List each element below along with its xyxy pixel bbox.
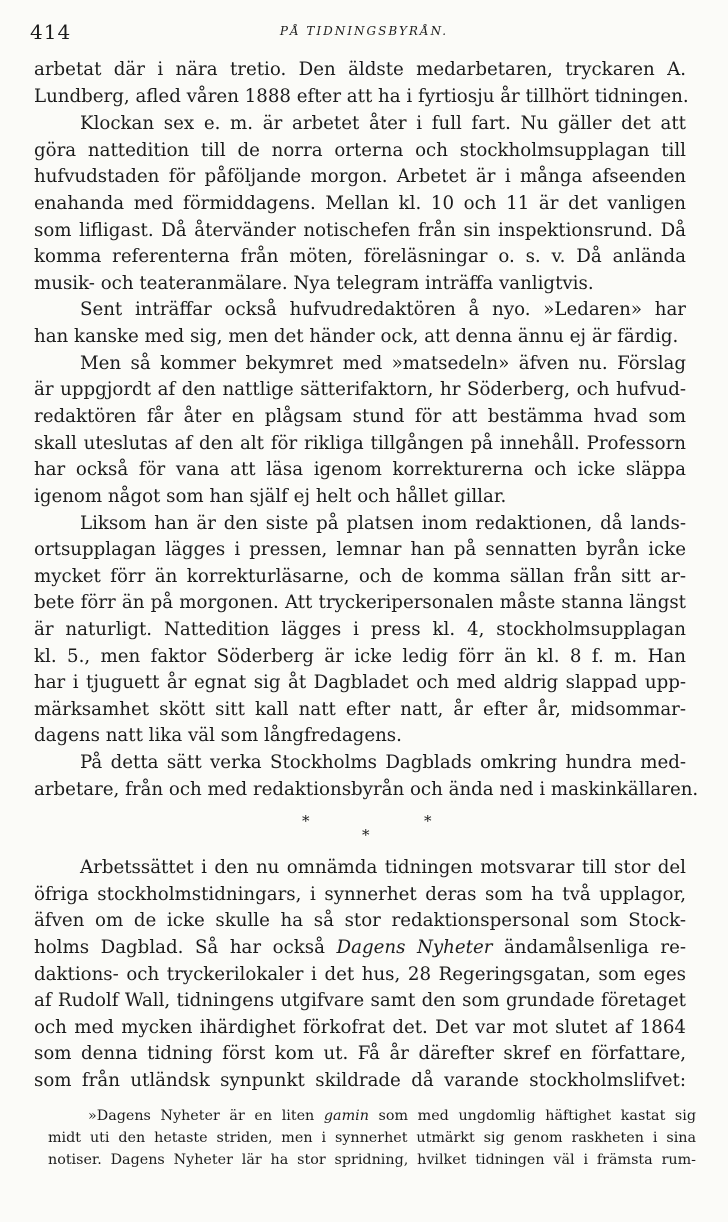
text-line: enahanda med förmiddagens. Mellan kl. 10 och 11 är det vanligen (34, 193, 686, 214)
text-line: är uppgjordt af den nattlige sätterifaktorn, hr Söderberg, och hufvud- (34, 379, 686, 400)
text-line: På detta sätt verka Stockholms Dagblads omkring hundra med- (80, 752, 686, 773)
text-line: mycket förr än korrekturläsarne, och de komma sällan från sitt ar- (34, 566, 686, 587)
text-line: musik- och teateranmälare. Nya telegram inträffa vanligtvis. (34, 273, 594, 294)
text-line (34, 936, 686, 960)
text-segment: ändamålsenliga re- (492, 937, 687, 958)
text-line: kl. 5., men faktor Söderberg är icke ledig förr än kl. 8 f. m. Han (34, 646, 686, 667)
text-line: ortsupplagan lägges i pressen, lemnar han på sennatten byrån icke (34, 539, 686, 560)
newspaper-title: Dagens Nyheter (336, 937, 493, 958)
text-line: äfven om de icke skulle ha så stor redaktionspersonal som Stock- (34, 910, 686, 931)
text-line: Klockan sex e. m. är arbetet åter i full fart. Nu gäller det att (80, 113, 686, 134)
text-segment: holms Dagblad. Så har också (34, 937, 337, 958)
text-line: har i tjuguett år egnat sig åt Dagbladet och med aldrig slappad upp- (34, 672, 686, 693)
text-line: göra nattedition till de norra orterna och stockholmsupplagan till (34, 140, 686, 161)
text-line: som denna tidning först kom ut. Få år därefter skref en författare, (34, 1043, 686, 1064)
text-line: komma referenterna från möten, föreläsningar o. s. v. Då anlända (34, 246, 686, 267)
text-line: som från utländsk synpunkt skildrade då varande stockholmslifvet: (34, 1070, 686, 1091)
text-line: som lifligast. Då återvänder notischefen från sin inspektionsrund. Då (34, 220, 686, 241)
text-line: Sent inträffar också hufvudredaktören å nyo. »Ledaren» har (80, 299, 686, 320)
text-line: arbetare, från och med redaktionsbyrån och ända ned i maskinkällaren. (34, 779, 699, 800)
separator-asterisk: * (362, 826, 370, 844)
text-line: arbetat där i nära tretio. Den äldste medarbetaren, tryckaren A. (34, 59, 686, 80)
page-header (30, 20, 698, 44)
text-line: har också för vana att läsa igenom korrekturerna och icke släppa (34, 459, 686, 480)
text-line: Arbetssättet i den nu omnämda tidningen motsvarar till stor del (80, 857, 686, 878)
text-line: daktions- och tryckerilokaler i det hus, 28 Regeringsgatan, som eges (34, 964, 686, 985)
separator-asterisk: * (424, 812, 432, 830)
text-line: han kanske med sig, men det händer ock, att denna ännu ej är färdig. (34, 326, 679, 347)
text-line: bete förr än på morgonen. Att tryckeripersonalen måste stanna längst (34, 592, 686, 613)
text-line: Liksom han är den siste på platsen inom redaktionen, då lands- (80, 513, 686, 534)
page-number: 414 (30, 20, 72, 44)
quote-line: notiser. Dagens Nyheter lär ha stor spridning, hvilket tidningen väl i främsta rum- (48, 1152, 696, 1168)
text-line: öfriga stockholmstidningars, i synnerhet deras som ha två upplagor, (34, 884, 686, 905)
quote-line: midt uti den hetaste striden, men i synnerhet utmärkt sig genom raskheten i sina (48, 1130, 696, 1146)
running-title: PÅ TIDNINGSBYRÅN. (279, 24, 449, 38)
text-line: och med mycken ihärdighet förkofrat det. Det var mot slutet af 1864 (34, 1017, 686, 1038)
quote-foreign-word: gamin (323, 1108, 369, 1124)
text-line: dagens natt lika väl som långfredagens. (34, 725, 402, 746)
text-line: hufvudstaden för påföljande morgon. Arbetet är i många afseenden (34, 166, 686, 187)
separator-asterisk: * (302, 812, 310, 830)
text-line: igenom något som han själf ej helt och hållet gillar. (34, 486, 507, 507)
text-line: redaktören får åter en plågsam stund för att bestämma hvad som (34, 406, 686, 427)
text-line: skall uteslutas af den alt för rikliga tillgången på innehåll. Professorn (34, 433, 686, 454)
text-line: märksamhet skött sitt kall natt efter natt, år efter år, midsommar- (34, 699, 686, 720)
text-line: är naturligt. Nattedition lägges i press kl. 4, stockholmsupplagan (34, 619, 686, 640)
quote-text: som med ungdomlig häftighet kastat sig (368, 1108, 696, 1124)
quote-text: »Dagens Nyheter är en liten (88, 1108, 324, 1124)
text-line: Men så kommer bekymret med »matsedeln» äfven nu. Förslag (80, 353, 686, 374)
text-line: Lundberg, afled våren 1888 efter att ha i fyrtiosju år tillhört tidningen. (34, 86, 689, 107)
text-line: af Rudolf Wall, tidningens utgifvare samt den som grundade företaget (34, 990, 686, 1011)
quote-line (88, 1106, 696, 1126)
